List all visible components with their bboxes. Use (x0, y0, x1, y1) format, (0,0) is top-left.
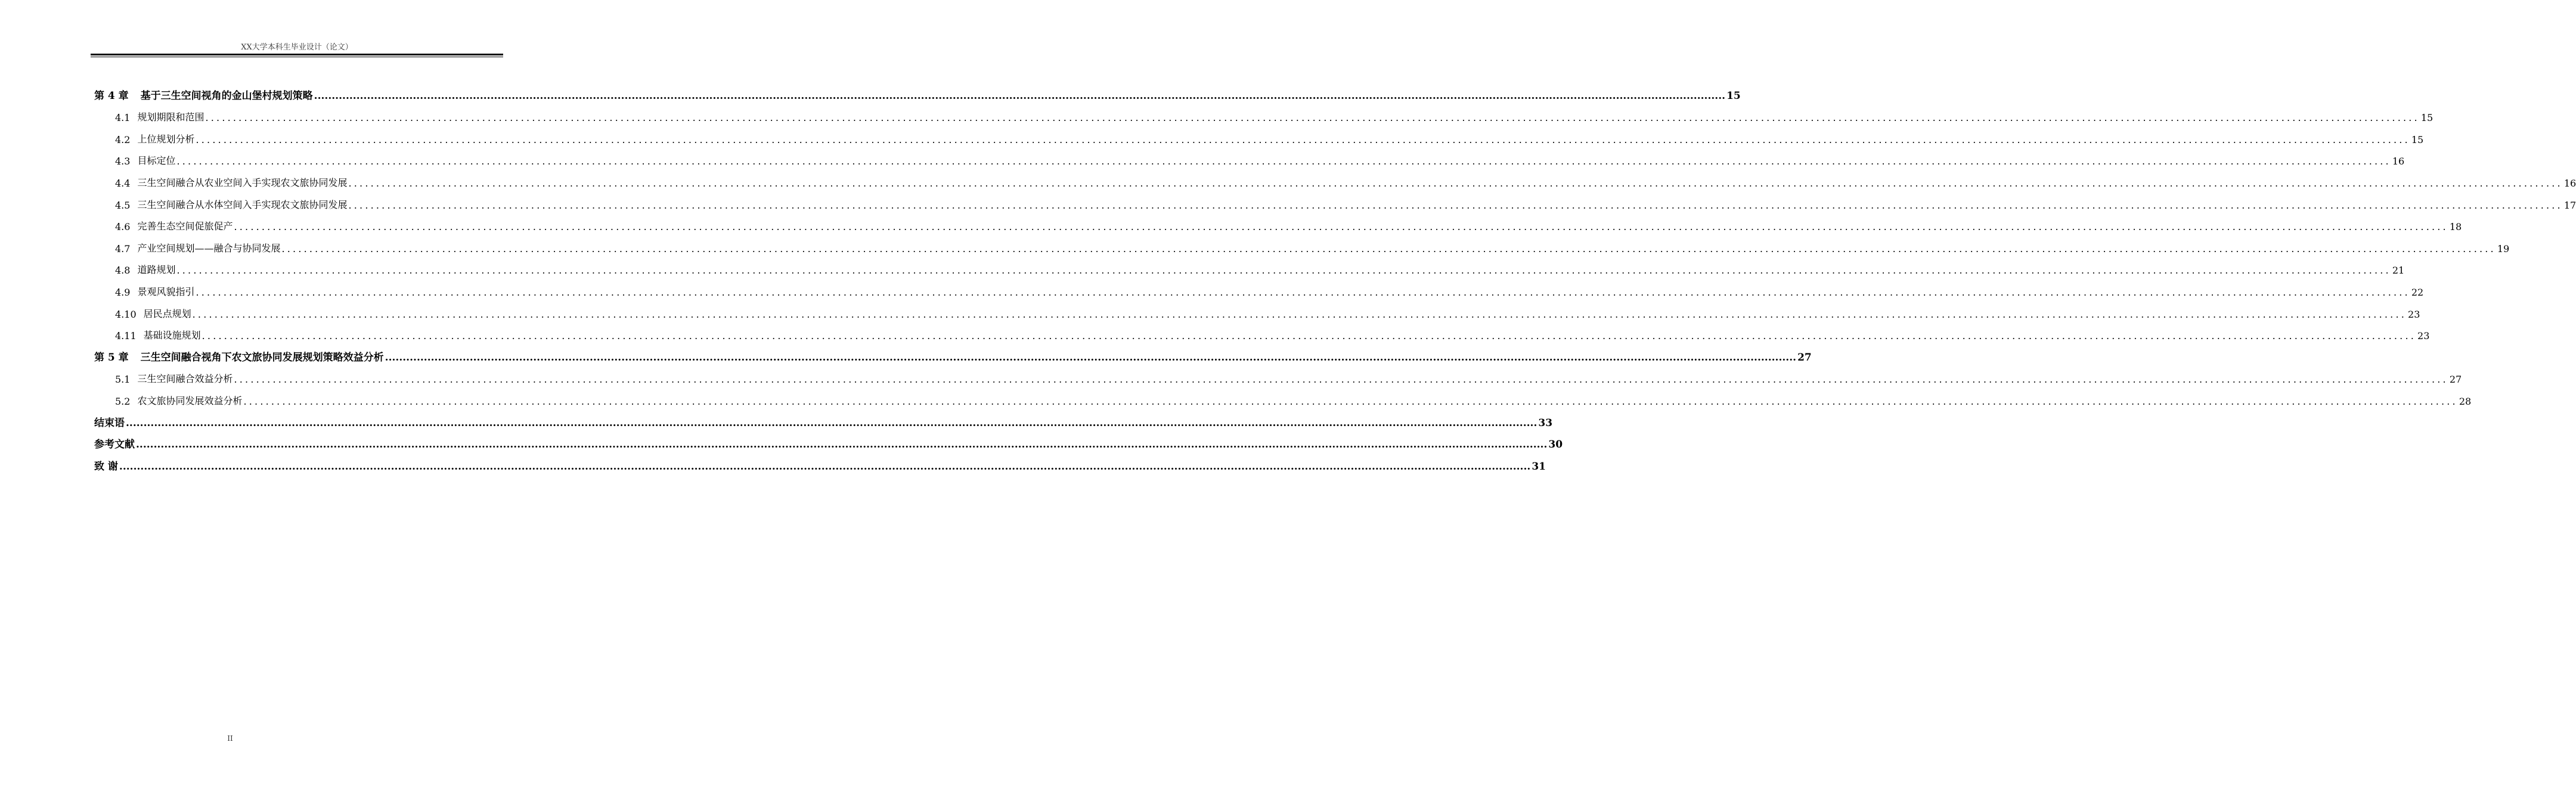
toc-entry-page: 15 (2420, 112, 2434, 124)
toc-leader-dots: ................................................................................................................................................................................................................................................................................................................................................................................................................ (202, 330, 2417, 342)
toc-section-entry[interactable] (94, 385, 2472, 407)
toc-entry-title: 居民点规划 (143, 308, 191, 319)
toc-section-entry[interactable] (94, 298, 2420, 320)
toc-entry-page: 18 (2449, 221, 2462, 233)
page-header: XX大学本科生毕业设计（论文） (241, 43, 353, 52)
toc-entry-page: 27 (1797, 351, 1812, 364)
toc-entry-page: 30 (1548, 439, 1563, 451)
toc-chapter-entry[interactable] (94, 407, 1553, 429)
toc-entry-title: 上位规划分析 (137, 133, 195, 145)
toc-entry-title: 基于三生空间视角的金山堡村规划策略 (140, 89, 313, 102)
toc-section-entry[interactable] (94, 276, 2424, 298)
toc-leader-dots: ................................................................................................................................................................................................................................................................................................................................................................................................................ (176, 265, 2391, 277)
page-number: II (227, 734, 233, 743)
toc-entry-title: 致 谢 (94, 460, 118, 473)
toc-entry-number: 4.5 (115, 199, 131, 211)
toc-entry-number: 5.1 (115, 374, 131, 386)
toc-leader-dots: ................................................................................................................................................................................................................................................................................................................................................................................................................ (205, 112, 2420, 124)
toc-entry-title: 三生空间融合视角下农文旅协同发展规划策略效益分析 (140, 351, 384, 364)
toc-entry-title: 道路规划 (137, 264, 176, 276)
toc-entry-page: 28 (2459, 395, 2472, 407)
toc-entry-title: 目标定位 (137, 155, 176, 167)
toc-leader-dots: ................................................................................................................................................................................................................................................................................................................................................................................................................ (234, 221, 2448, 233)
toc-entry-title: 完善生态空间促旅促产 (137, 221, 233, 232)
toc-leader-dots: ................................................................................................................................................................................................................................................................................................................................................................................................................ (196, 286, 2410, 298)
toc-entry-title: 参考文献 (94, 439, 135, 451)
toc-leader-dots: ................................................................................................................................................................................................................................................................................................................................................................................................................ (119, 460, 1531, 473)
toc-entry-page: 23 (2408, 308, 2420, 320)
toc-entry-page: 27 (2449, 374, 2462, 386)
toc-entry-page: 33 (1538, 417, 1553, 429)
toc-entry-page: 17 (2563, 199, 2576, 211)
toc-entry-page: 22 (2411, 286, 2424, 298)
toc-chapter-entry[interactable] (94, 451, 1546, 473)
toc-leader-dots: ................................................................................................................................................................................................................................................................................................................................................................................................................ (176, 156, 2391, 167)
toc-entry-number: 4.10 (115, 308, 137, 320)
toc-entry-page: 19 (2497, 243, 2510, 254)
toc-entry-title: 规划期限和范围 (137, 111, 204, 123)
toc-entry-page: 23 (2417, 330, 2430, 342)
toc-entry-number: 4.1 (115, 112, 131, 124)
toc-entry-title: 三生空间融合效益分析 (137, 373, 233, 385)
toc-entry-title: 农文旅协同发展效益分析 (137, 395, 243, 406)
toc-chapter-entry[interactable] (94, 80, 1741, 102)
toc-leader-dots: ................................................................................................................................................................................................................................................................................................................................................................................................................ (385, 351, 1797, 364)
toc-entry-number: 4.2 (115, 134, 131, 145)
toc-entry-number: 4.8 (115, 265, 131, 277)
toc-leader-dots: ................................................................................................................................................................................................................................................................................................................................................................................................................ (126, 417, 1537, 429)
toc-chapter-entry[interactable] (94, 341, 1812, 364)
toc-leader-dots: ................................................................................................................................................................................................................................................................................................................................................................................................................ (234, 374, 2448, 386)
toc-entry-title: 景观风貌指引 (137, 285, 195, 297)
toc-entry-page: 16 (2392, 156, 2405, 167)
toc-entry-title: 结束语 (94, 417, 125, 429)
toc-section-entry[interactable] (94, 189, 2576, 211)
toc-chapter-entry[interactable] (94, 429, 1563, 451)
toc-leader-dots: ................................................................................................................................................................................................................................................................................................................................................................................................................ (192, 308, 2407, 320)
toc-entry-number: 5.2 (115, 395, 131, 407)
toc-leader-dots: ................................................................................................................................................................................................................................................................................................................................................................................................................ (348, 177, 2563, 189)
toc-entry-number: 4.7 (115, 243, 131, 254)
toc-leader-dots: ................................................................................................................................................................................................................................................................................................................................................................................................................ (314, 89, 1726, 102)
toc-entry-number: 第 5 章 (94, 351, 129, 364)
toc-leader-dots: ................................................................................................................................................................................................................................................................................................................................................................................................................ (196, 134, 2410, 145)
toc-entry-number: 4.9 (115, 286, 131, 298)
toc-leader-dots: ................................................................................................................................................................................................................................................................................................................................................................................................................ (348, 199, 2563, 211)
toc-entry-page: 16 (2563, 177, 2576, 189)
toc-entry-title: 三生空间融合从水体空间入手实现农文旅协同发展 (137, 198, 348, 210)
toc-leader-dots: ................................................................................................................................................................................................................................................................................................................................................................................................................ (243, 395, 2458, 407)
toc-section-entry[interactable] (94, 211, 2462, 233)
toc-section-entry[interactable] (94, 232, 2510, 254)
toc-entry-page: 21 (2392, 265, 2405, 277)
toc-entry-page: 15 (2411, 134, 2424, 145)
toc-section-entry[interactable] (94, 102, 2434, 124)
header-rule-thick (91, 54, 503, 55)
toc-section-entry[interactable] (94, 320, 2430, 342)
toc-entry-page: 31 (1532, 460, 1546, 473)
table-of-contents (94, 80, 2576, 473)
toc-section-entry[interactable] (94, 167, 2576, 189)
toc-entry-number: 4.11 (115, 330, 137, 342)
toc-entry-title: 基础设施规划 (143, 330, 201, 341)
toc-section-entry[interactable] (94, 364, 2462, 386)
toc-section-entry[interactable] (94, 145, 2405, 167)
toc-entry-title: 三生空间融合从农业空间入手实现农文旅协同发展 (137, 176, 348, 188)
toc-entry-page: 15 (1726, 89, 1741, 102)
toc-entry-number: 4.6 (115, 221, 131, 233)
toc-leader-dots: ................................................................................................................................................................................................................................................................................................................................................................................................................ (281, 243, 2496, 254)
toc-entry-number: 第 4 章 (94, 89, 129, 102)
toc-entry-title: 产业空间规划——融合与协同发展 (137, 242, 281, 254)
toc-leader-dots: ................................................................................................................................................................................................................................................................................................................................................................................................................ (136, 439, 1548, 451)
toc-section-entry[interactable] (94, 254, 2405, 277)
toc-section-entry[interactable] (94, 123, 2424, 145)
toc-entry-number: 4.4 (115, 177, 131, 189)
toc-entry-number: 4.3 (115, 156, 131, 167)
